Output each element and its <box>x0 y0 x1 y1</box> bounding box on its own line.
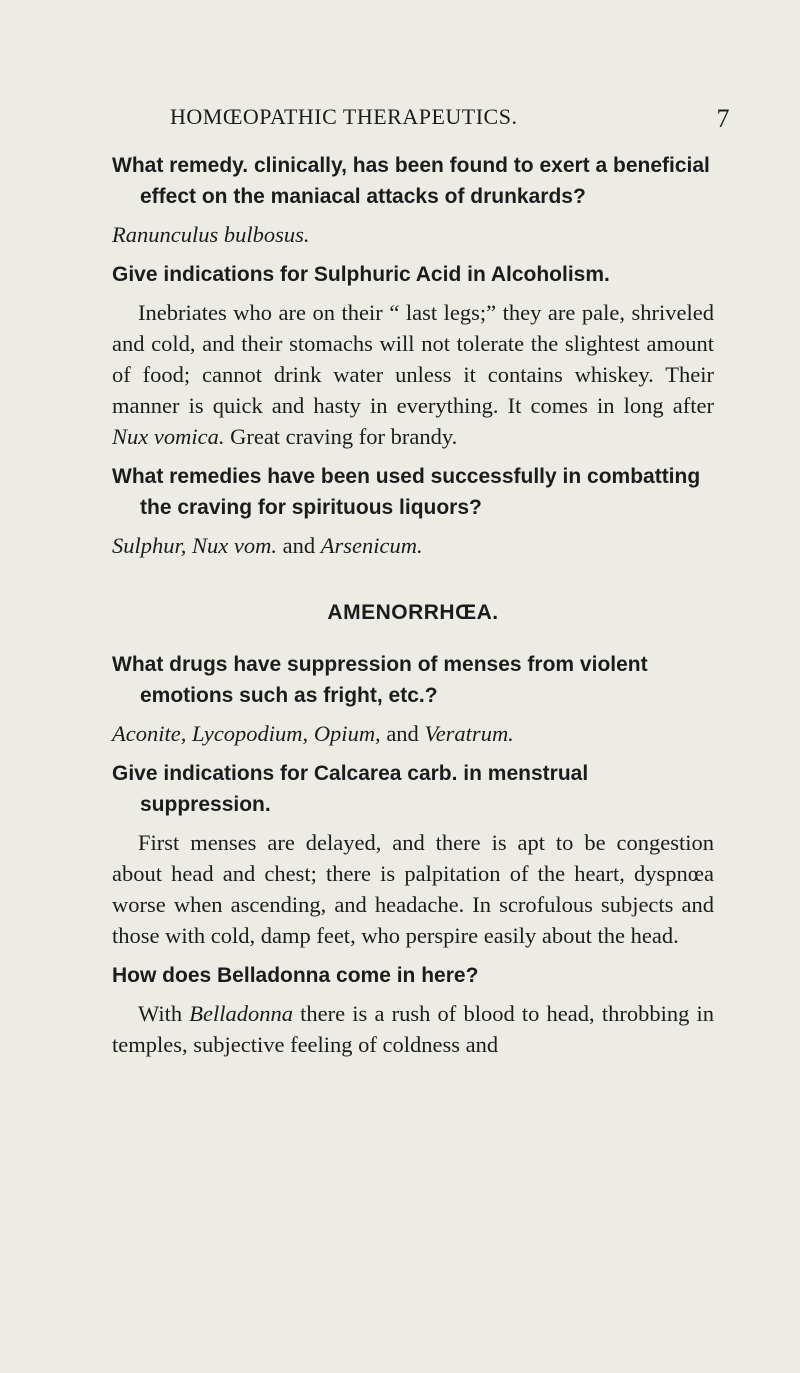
section-heading: AMENORRHŒA. <box>327 601 499 624</box>
page-body <box>112 150 714 1069</box>
answer-2-text-a: Inebriates who are on their “ last legs;” they are pale, shriveled and cold, and their stomachs will not tolerate the slightest amount of food; cannot drink water unless it contains whiskey. Their manner is quick and hasty in everything. It comes in long after <box>112 300 714 418</box>
answer-1-remedy: Ranunculus bulbosus. <box>112 222 310 247</box>
answer-2 <box>112 297 714 452</box>
answer-4-remedy-4: Veratrum. <box>424 721 514 746</box>
answer-2-remedy: Nux vomica. <box>112 424 225 449</box>
question-1: What remedy. clinically, has been found to exert a beneficial effect on the maniacal attacks of drunkards? <box>112 154 710 208</box>
answer-5: First menses are delayed, and there is apt to be congestion about head and chest; there is palpitation of the heart, dyspnœa worse when ascending, and headache. In scrofulous subjects and those with cold, damp feet, who perspire easily about the head. <box>112 830 714 948</box>
answer-6-text-a: With <box>138 1001 190 1026</box>
question-3: What remedies have been used successfully in combatting the craving for spirituous liquors? <box>112 465 701 519</box>
question-6: How does Belladonna come in here? <box>112 964 479 987</box>
answer-3-conj: and <box>277 533 321 558</box>
running-title: HOMŒOPATHIC THERAPEUTICS. <box>170 104 518 129</box>
running-header <box>170 104 730 133</box>
answer-4-remedy-2: Lycopodium, <box>191 721 309 746</box>
answer-3 <box>112 530 714 561</box>
answer-4-remedy-1: Aconite, <box>112 721 187 746</box>
answer-3-remedy-2: Nux vom. <box>192 533 277 558</box>
answer-1 <box>112 219 714 250</box>
question-4: What drugs have suppression of menses from violent emotions such as fright, etc.? <box>112 653 648 707</box>
page-number: 7 <box>716 104 730 133</box>
answer-3-remedy-3: Arsenicum. <box>320 533 423 558</box>
answer-6-remedy: Belladonna <box>189 1001 293 1026</box>
answer-6 <box>112 998 714 1060</box>
question-2: Give indications for Sulphuric Acid in Alcoholism. <box>112 263 610 286</box>
answer-3-remedy-1: Sulphur, <box>112 533 187 558</box>
question-5: Give indications for Calcarea carb. in menstrual suppression. <box>112 762 589 816</box>
answer-4-conj: and <box>380 721 425 746</box>
answer-4-remedy-3: Opium, <box>313 721 381 746</box>
answer-2-text-b: Great craving for brandy. <box>224 424 458 449</box>
answer-4 <box>112 718 714 749</box>
answer-6-text-b: there is a rush of blood to head, throbbing in temples, subjective feeling of coldness and <box>112 1001 714 1057</box>
